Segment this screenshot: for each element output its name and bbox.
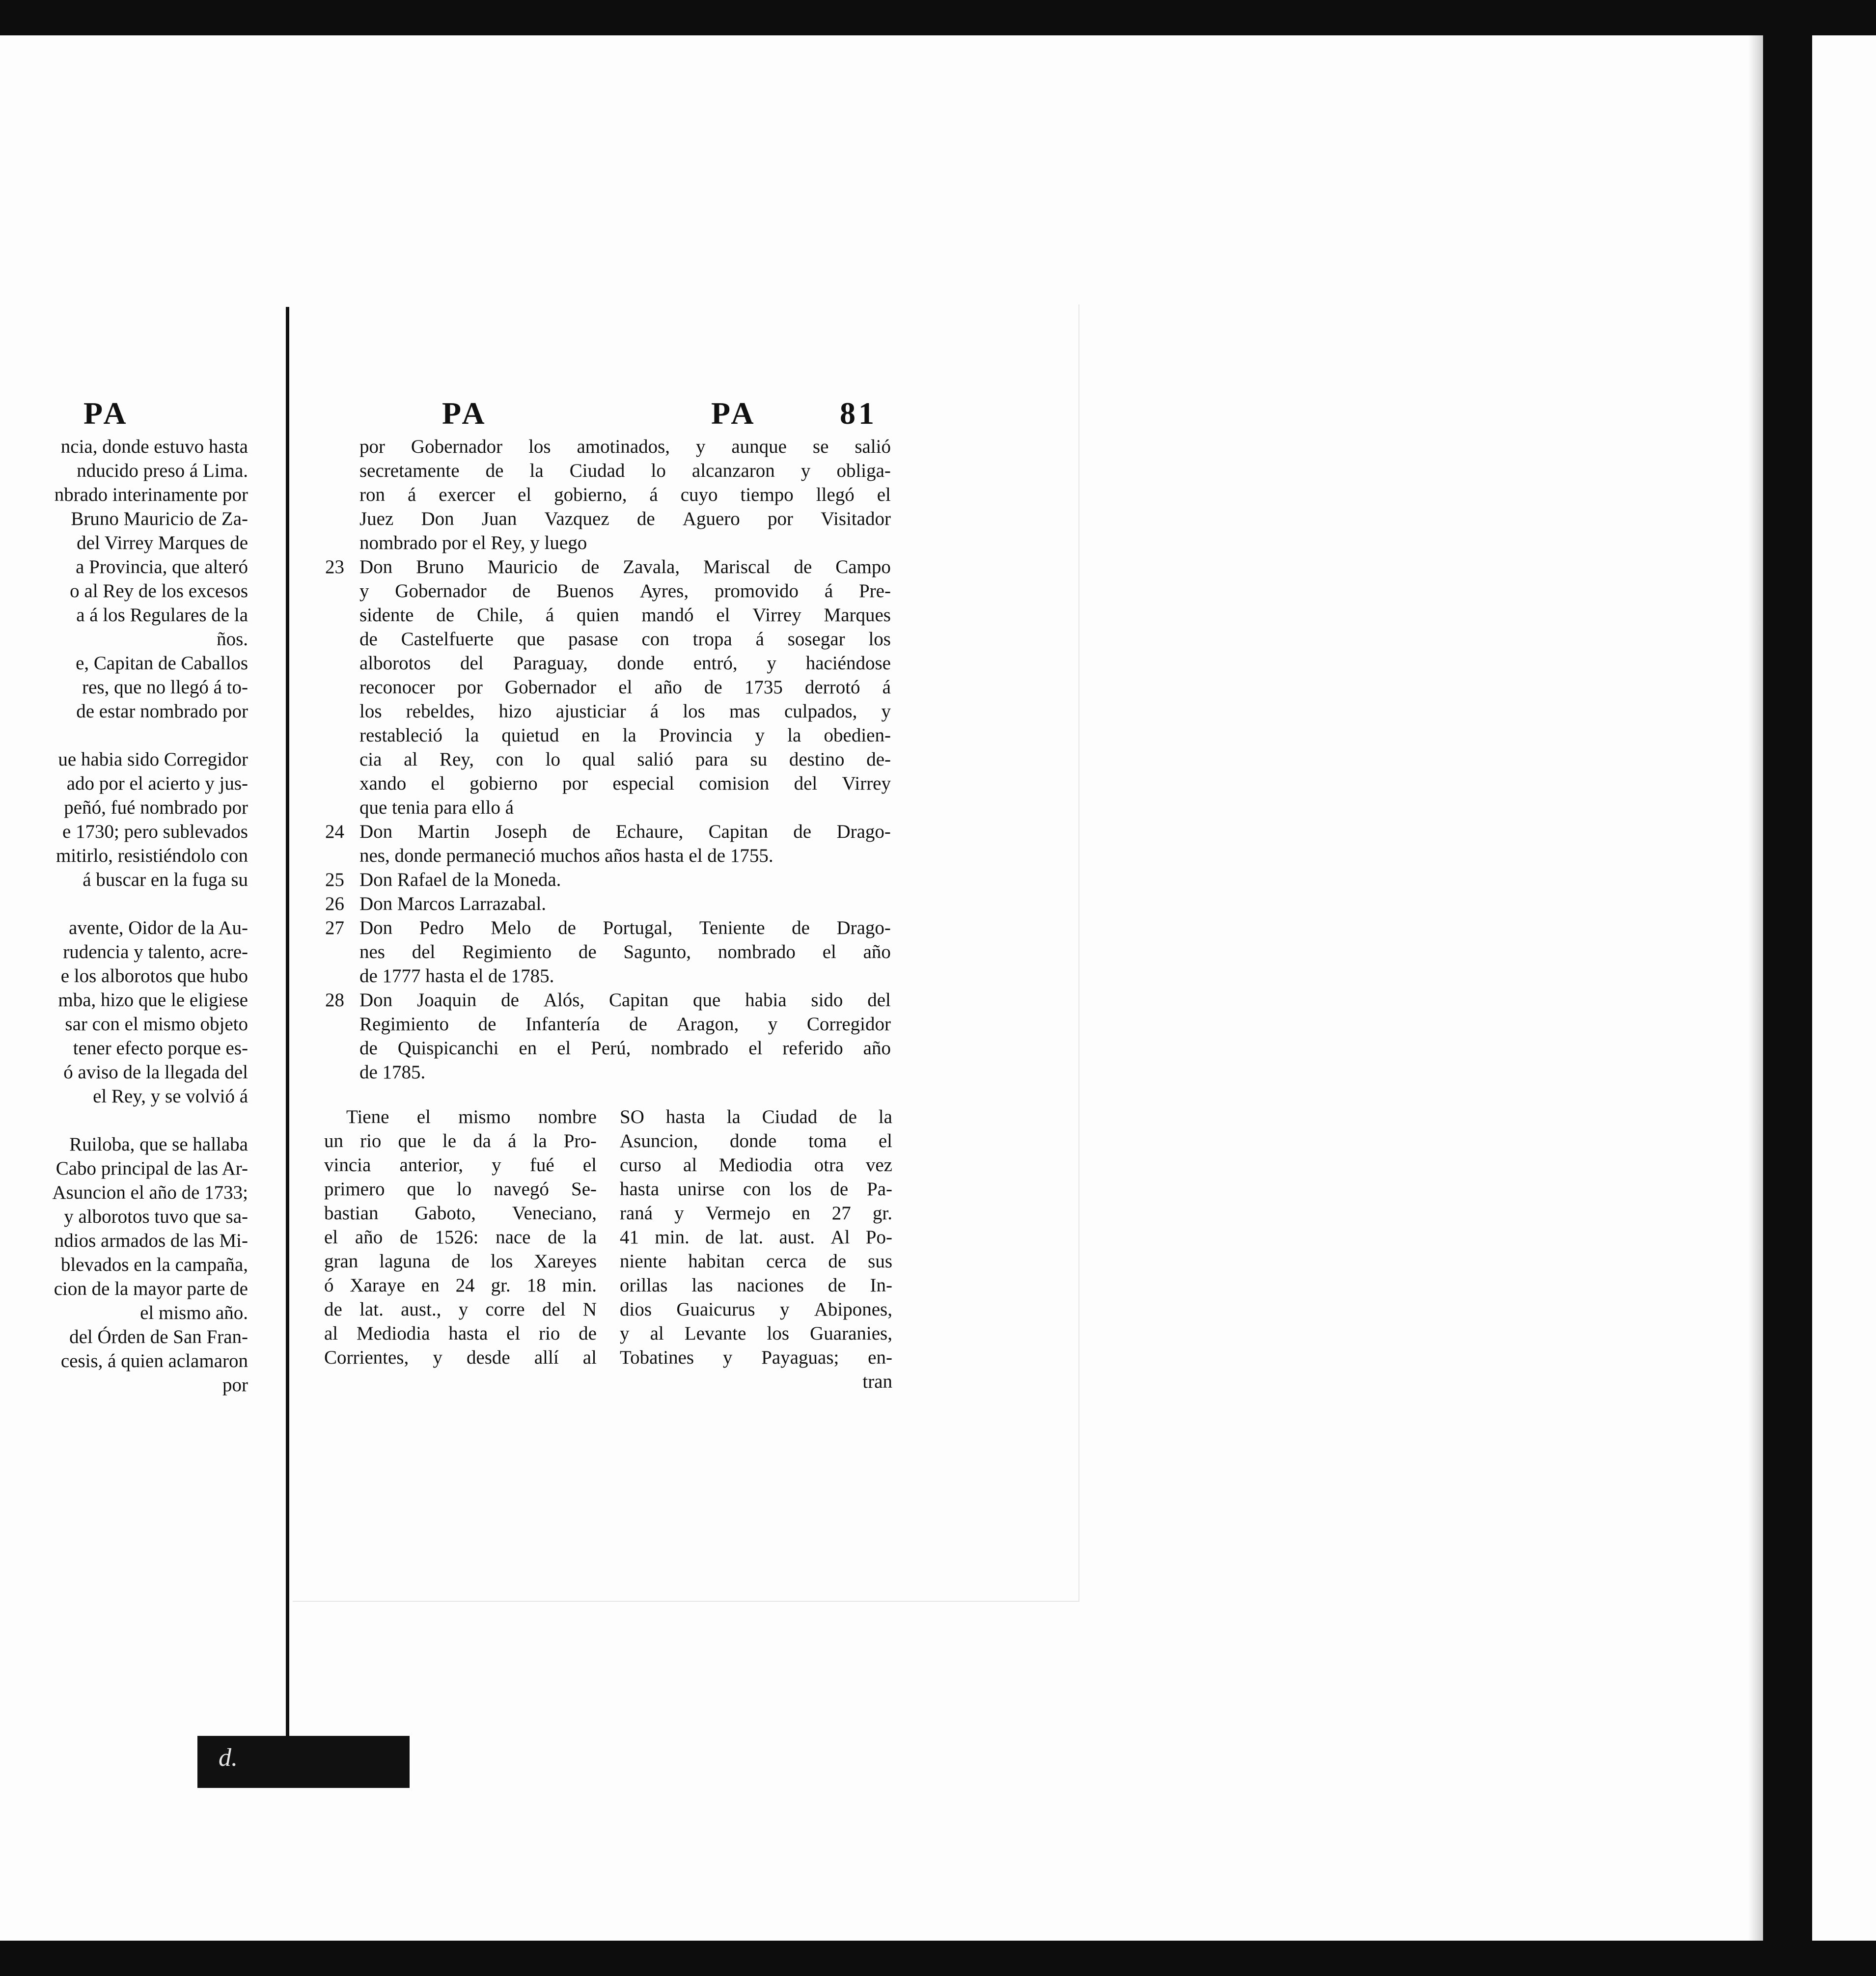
text-line: niente habitan cerca de sus [620, 1251, 892, 1272]
text-line: nombrado por el Rey, y luego [359, 532, 587, 553]
text-line: de 1777 hasta el de 1785. [359, 965, 554, 987]
text-line: alborotos del Paraguay, donde entró, y haciéndose [359, 653, 891, 674]
text-line: ó Xaraye en 24 gr. 18 min. [324, 1275, 597, 1296]
text-line: Juez Don Juan Vazquez de Aguero por Visitador [359, 508, 891, 529]
text-line: Bruno Mauricio de Za- [71, 508, 248, 529]
text-line: nducido preso á Lima. [77, 460, 248, 481]
text-line: ron á exercer el gobierno, á cuyo tiempo llegó el [359, 484, 891, 505]
governor-entry [325, 820, 891, 868]
text-line: e los alborotos que hubo [60, 965, 248, 987]
text-line: el mismo año. [140, 1302, 248, 1323]
text-line: orillas las naciones de In- [620, 1275, 892, 1296]
text-line: primero que lo navegó Se- [324, 1179, 597, 1200]
text-line: Tiene el mismo nombre [346, 1106, 597, 1127]
text-line: gran laguna de los Xareyes [324, 1251, 597, 1272]
text-line: de Quispicanchi en el Perú, nombrado el referido año [359, 1038, 891, 1059]
text-line: del Órden de San Fran- [69, 1326, 248, 1347]
next-page-sliver [1812, 35, 1876, 1941]
text-line: secretamente de la Ciudad lo alcanzaron y obliga- [359, 460, 891, 481]
text-line: del Virrey Marques de [77, 532, 248, 553]
text-line: el Rey, y se volvió á [93, 1086, 248, 1107]
text-line: mba, hizo que le eligiese [58, 989, 248, 1011]
text-line: Asuncion el año de 1733; [52, 1182, 248, 1203]
right-running-head-right: PA [711, 396, 757, 431]
text-line: de estar nombrado por [76, 701, 248, 722]
left-page-column [0, 435, 248, 1397]
text-line: de 1785. [359, 1062, 426, 1083]
text-line: al Mediodia hasta el rio de [324, 1323, 597, 1344]
text-line: e, Capitan de Caballos [76, 653, 248, 674]
catchword: tran [862, 1371, 892, 1392]
text-line: cion de la mayor parte de [54, 1278, 248, 1299]
page-number: 81 [840, 396, 877, 431]
text-line: Don Marcos Larrazabal. [359, 893, 547, 914]
text-line: curso al Mediodia otra vez [620, 1154, 892, 1176]
text-line: res, que no llegó á to- [82, 677, 248, 698]
text-line: vincia anterior, y fué el [324, 1154, 597, 1176]
text-line: por [222, 1374, 248, 1396]
text-line: Asuncion, donde toma el [620, 1130, 892, 1152]
text-line: Don Rafael de la Moneda. [359, 869, 561, 890]
text-line: Don Bruno Mauricio de Zavala, Mariscal de Campo [359, 556, 891, 577]
governor-entry [325, 892, 891, 916]
text-line: mitirlo, resistiéndolo con [55, 845, 248, 866]
text-line: un rio que le da á la Pro- [324, 1130, 597, 1152]
text-line: ue habia sido Corregidor [58, 749, 248, 770]
text-line: 41 min. de lat. aust. Al Po- [620, 1227, 892, 1248]
text-line: cesis, á quien aclamaron [60, 1350, 248, 1372]
text-line: de lat. aust., y corre del N [324, 1299, 597, 1320]
text-line: raná y Vermejo en 27 gr. [620, 1203, 892, 1224]
entry-number: 25 [325, 869, 344, 890]
text-line: y alborotos tuvo que sa- [64, 1206, 248, 1227]
governor-entry [325, 555, 891, 820]
text-line: los rebeldes, hizo ajusticiar á los mas culpados, y [359, 701, 891, 722]
text-line: por Gobernador los amotinados, y aunque se salió [359, 436, 891, 457]
text-line: a Provincia, que alteró [76, 556, 248, 577]
page-edge-shadow [1748, 35, 1763, 1941]
text-line: xando el gobierno por especial comision del Virrey [359, 773, 891, 794]
text-line: y Gobernador de Buenos Ayres, promovido á Pre- [359, 580, 891, 602]
text-line: de Castelfuerte que pasase con tropa á sosegar los [359, 629, 891, 650]
text-line: hasta unirse con los de Pa- [620, 1179, 892, 1200]
text-line: sidente de Chile, á quien mandó el Virrey Marques [359, 604, 891, 626]
text-line: ó aviso de la llegada del [63, 1062, 248, 1083]
text-line: dios Guaicurus y Abipones, [620, 1299, 892, 1320]
text-line [0, 1108, 248, 1132]
text-line: reconocer por Gobernador el año de 1735 derrotó á [359, 677, 891, 698]
gutter-divider [286, 307, 289, 1760]
entry-number: 28 [325, 989, 344, 1011]
text-line: y al Levante los Guaranies, [620, 1323, 892, 1344]
text-line: tener efecto porque es- [73, 1038, 248, 1059]
text-line: Corrientes, y desde allí al [324, 1347, 597, 1368]
text-line: Regimiento de Infantería de Aragon, y Corregidor [359, 1014, 891, 1035]
text-line: restableció la quietud en la Provincia y la obedien- [359, 725, 891, 746]
river-text-left-column [324, 1105, 597, 1370]
entry-number: 24 [325, 821, 344, 842]
text-line: á buscar en la fuga su [83, 869, 248, 890]
text-line: cia al Rey, con lo qual salió para su destino de- [359, 749, 891, 770]
left-running-head: PA [83, 396, 129, 431]
governors-list [325, 435, 891, 1084]
river-text-right-column [620, 1105, 892, 1394]
text-line: ado por el acierto y jus- [66, 773, 248, 794]
text-line: blevados en la campaña, [60, 1254, 248, 1275]
text-line: Tobatines y Payaguas; en- [620, 1347, 892, 1368]
text-line: ños. [217, 629, 248, 650]
text-line: nbrado interinamente por [54, 484, 248, 505]
right-running-head-left: PA [442, 396, 488, 431]
text-line: nes del Regimiento de Sagunto, nombrado el año [359, 941, 891, 962]
text-line: SO hasta la Ciudad de la [620, 1106, 892, 1127]
tab-mark: d. [219, 1744, 238, 1772]
entry-number: 27 [325, 917, 344, 938]
text-line: o al Rey de los excesos [70, 580, 248, 602]
text-line [0, 723, 248, 747]
text-line: Don Joaquin de Alós, Capitan que habia sido del [359, 989, 891, 1011]
text-line: Don Martin Joseph de Echaure, Capitan de Drago- [359, 821, 891, 842]
text-line: sar con el mismo objeto [65, 1014, 248, 1035]
text-line: bastian Gaboto, Veneciano, [324, 1203, 597, 1224]
text-line [0, 892, 248, 916]
text-line: Don Pedro Melo de Portugal, Teniente de Drago- [359, 917, 891, 938]
text-line: peñó, fué nombrado por [64, 797, 248, 818]
text-line: Cabo principal de las Ar- [55, 1158, 248, 1179]
text-line: nes, donde permaneció muchos años hasta el de 1755. [359, 845, 773, 866]
text-line: a á los Regulares de la [76, 604, 248, 626]
text-line: ncia, donde estuvo hasta [60, 436, 248, 457]
governor-entry [359, 435, 891, 555]
governor-entry [325, 868, 891, 892]
text-line: el año de 1526: nace de la [324, 1227, 597, 1248]
governor-entry [325, 916, 891, 988]
text-line: ndios armados de las Mi- [54, 1230, 248, 1251]
text-line: Ruiloba, que se hallaba [69, 1134, 248, 1155]
entry-number: 26 [325, 893, 344, 914]
text-line: e 1730; pero sublevados [62, 821, 248, 842]
text-line: que tenia para ello á [359, 797, 514, 818]
text-line: avente, Oidor de la Au- [69, 917, 248, 938]
entry-number: 23 [325, 556, 344, 577]
governor-entry [325, 988, 891, 1084]
text-line: rudencia y talento, acre- [63, 941, 248, 962]
